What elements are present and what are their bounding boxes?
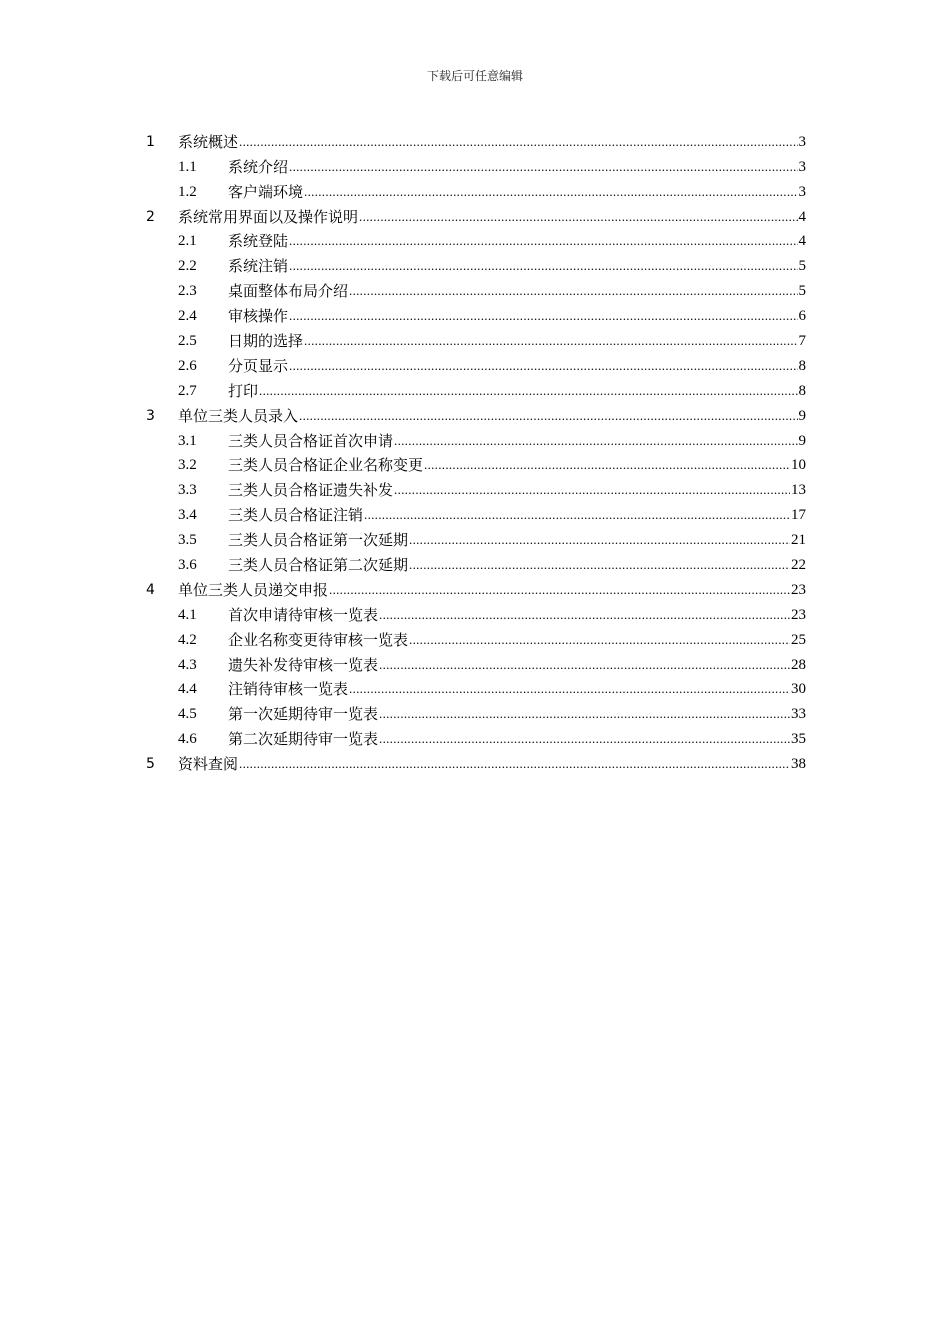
toc-dot-leader (259, 382, 797, 400)
toc-section-entry[interactable] (146, 723, 806, 748)
toc-entry-title: 第一次延期待审一览表 (228, 705, 379, 724)
toc-dot-leader (289, 232, 797, 250)
toc-dot-leader (424, 456, 790, 474)
toc-chapter-entry[interactable] (146, 126, 806, 151)
toc-entry-title: 首次申请待审核一览表 (228, 605, 379, 624)
toc-entry-title: 客户端环境 (228, 182, 304, 201)
toc-entry-title: 三类人员合格证遗失补发 (228, 481, 394, 500)
toc-entry-title: 单位三类人员递交申报 (178, 580, 329, 599)
toc-dot-leader (394, 481, 790, 499)
toc-page-number: 38 (791, 756, 806, 773)
toc-entry-title: 三类人员合格证第一次延期 (228, 531, 409, 550)
toc-page-number: 9 (798, 432, 806, 449)
toc-entry-number: 3 (146, 407, 155, 424)
toc-section-entry[interactable] (146, 275, 806, 300)
toc-entry-title: 系统登陆 (228, 232, 289, 251)
toc-entry-title: 资料查阅 (178, 755, 239, 774)
toc-page-number: 23 (791, 606, 806, 623)
toc-dot-leader (379, 606, 790, 624)
toc-section-entry[interactable] (146, 624, 806, 649)
toc-dot-leader (394, 432, 797, 450)
toc-page-number: 21 (791, 532, 806, 549)
toc-section-entry[interactable] (146, 350, 806, 375)
toc-page-number: 3 (798, 183, 806, 200)
toc-dot-leader (379, 656, 790, 674)
toc-page-number: 23 (791, 581, 806, 598)
toc-dot-leader (289, 357, 797, 375)
toc-entry-number: 2.1 (178, 233, 197, 250)
toc-page-number: 25 (791, 631, 806, 648)
toc-page-number: 8 (798, 357, 806, 374)
toc-section-entry[interactable] (146, 375, 806, 400)
toc-entry-number: 4 (146, 581, 155, 598)
toc-entry-number: 2.2 (178, 258, 197, 275)
toc-page-number: 13 (791, 482, 806, 499)
toc-page-number: 33 (791, 706, 806, 723)
toc-dot-leader (289, 257, 797, 275)
toc-entry-number: 4.5 (178, 706, 197, 723)
toc-entry-number: 4.3 (178, 656, 197, 673)
toc-section-entry[interactable] (146, 599, 806, 624)
toc-entry-number: 3.6 (178, 557, 197, 574)
toc-entry-title: 注销待审核一览表 (228, 680, 349, 699)
toc-entry-title: 系统介绍 (228, 157, 289, 176)
toc-section-entry[interactable] (146, 499, 806, 524)
toc-page-number: 28 (791, 656, 806, 673)
toc-entry-number: 2.7 (178, 382, 197, 399)
toc-chapter-entry[interactable] (146, 574, 806, 599)
toc-entry-number: 1 (146, 133, 155, 150)
toc-section-entry[interactable] (146, 674, 806, 699)
toc-entry-number: 2.6 (178, 357, 197, 374)
toc-entry-number: 5 (146, 756, 155, 773)
toc-page-number: 17 (791, 507, 806, 524)
toc-entry-number: 3.3 (178, 482, 197, 499)
toc-entry-number: 2.3 (178, 283, 197, 300)
toc-page-number: 22 (791, 557, 806, 574)
toc-entry-number: 4.4 (178, 681, 197, 698)
toc-section-entry[interactable] (146, 151, 806, 176)
toc-dot-leader (364, 506, 790, 524)
table-of-contents (146, 126, 806, 773)
toc-dot-leader (329, 581, 790, 599)
toc-page-number: 5 (798, 258, 806, 275)
toc-page-number: 3 (798, 133, 806, 150)
toc-entry-title: 单位三类人员录入 (178, 406, 299, 425)
toc-entry-title: 第二次延期待审一览表 (228, 730, 379, 749)
toc-entry-title: 系统注销 (228, 257, 289, 276)
toc-section-entry[interactable] (146, 649, 806, 674)
toc-entry-number: 3.2 (178, 457, 197, 474)
toc-section-entry[interactable] (146, 698, 806, 723)
toc-entry-number: 3.1 (178, 432, 197, 449)
toc-dot-leader (409, 631, 790, 649)
toc-page-number: 35 (791, 731, 806, 748)
toc-dot-leader (379, 705, 790, 723)
toc-entry-number: 2.5 (178, 333, 197, 350)
toc-dot-leader (239, 755, 790, 773)
toc-entry-title: 系统概述 (178, 132, 239, 151)
toc-section-entry[interactable] (146, 250, 806, 275)
page-header-note: 下载后可任意编辑 (426, 69, 523, 83)
toc-page-number: 4 (798, 208, 806, 225)
toc-page-number: 6 (798, 308, 806, 325)
toc-section-entry[interactable] (146, 450, 806, 475)
toc-entry-title: 日期的选择 (228, 332, 304, 351)
toc-entry-title: 遗失补发待审核一览表 (228, 655, 379, 674)
toc-page-number: 8 (798, 382, 806, 399)
toc-section-entry[interactable] (146, 474, 806, 499)
toc-chapter-entry[interactable] (146, 201, 806, 226)
toc-entry-number: 2 (146, 208, 155, 225)
toc-entry-title: 打印 (228, 381, 259, 400)
toc-dot-leader (239, 133, 797, 151)
toc-dot-leader (349, 680, 790, 698)
toc-entry-number: 1.2 (178, 183, 197, 200)
toc-entry-number: 4.2 (178, 631, 197, 648)
toc-entry-number: 2.4 (178, 308, 197, 325)
toc-page-number: 10 (791, 457, 806, 474)
toc-entry-number: 1.1 (178, 158, 197, 175)
toc-dot-leader (304, 183, 797, 201)
toc-entry-number: 4.1 (178, 606, 197, 623)
toc-dot-leader (409, 556, 790, 574)
toc-page-number: 9 (798, 407, 806, 424)
toc-page-number: 4 (798, 233, 806, 250)
toc-dot-leader (289, 158, 797, 176)
toc-entry-number: 4.6 (178, 731, 197, 748)
toc-page-number: 5 (798, 283, 806, 300)
toc-dot-leader (409, 531, 790, 549)
toc-entry-title: 桌面整体布局介绍 (228, 282, 349, 301)
toc-dot-leader (299, 407, 797, 425)
toc-entry-title: 三类人员合格证第二次延期 (228, 556, 409, 575)
toc-section-entry[interactable] (146, 524, 806, 549)
toc-entry-number: 3.4 (178, 507, 197, 524)
toc-dot-leader (359, 208, 797, 226)
toc-section-entry[interactable] (146, 300, 806, 325)
toc-section-entry[interactable] (146, 425, 806, 450)
toc-entry-number: 3.5 (178, 532, 197, 549)
toc-section-entry[interactable] (146, 325, 806, 350)
toc-entry-title: 分页显示 (228, 356, 289, 375)
toc-dot-leader (289, 307, 797, 325)
toc-section-entry[interactable] (146, 549, 806, 574)
toc-section-entry[interactable] (146, 176, 806, 201)
toc-entry-title: 三类人员合格证注销 (228, 506, 364, 525)
toc-page-number: 30 (791, 681, 806, 698)
toc-dot-leader (379, 730, 790, 748)
toc-entry-title: 审核操作 (228, 307, 289, 326)
toc-entry-title: 三类人员合格证企业名称变更 (228, 456, 424, 475)
toc-chapter-entry[interactable] (146, 400, 806, 425)
toc-entry-title: 三类人员合格证首次申请 (228, 431, 394, 450)
toc-entry-title: 系统常用界面以及操作说明 (178, 207, 359, 226)
toc-chapter-entry[interactable] (146, 748, 806, 773)
toc-entry-title: 企业名称变更待审核一览表 (228, 630, 409, 649)
toc-dot-leader (349, 282, 797, 300)
toc-page-number: 7 (798, 333, 806, 350)
toc-dot-leader (304, 332, 797, 350)
toc-page-number: 3 (798, 158, 806, 175)
toc-section-entry[interactable] (146, 226, 806, 251)
